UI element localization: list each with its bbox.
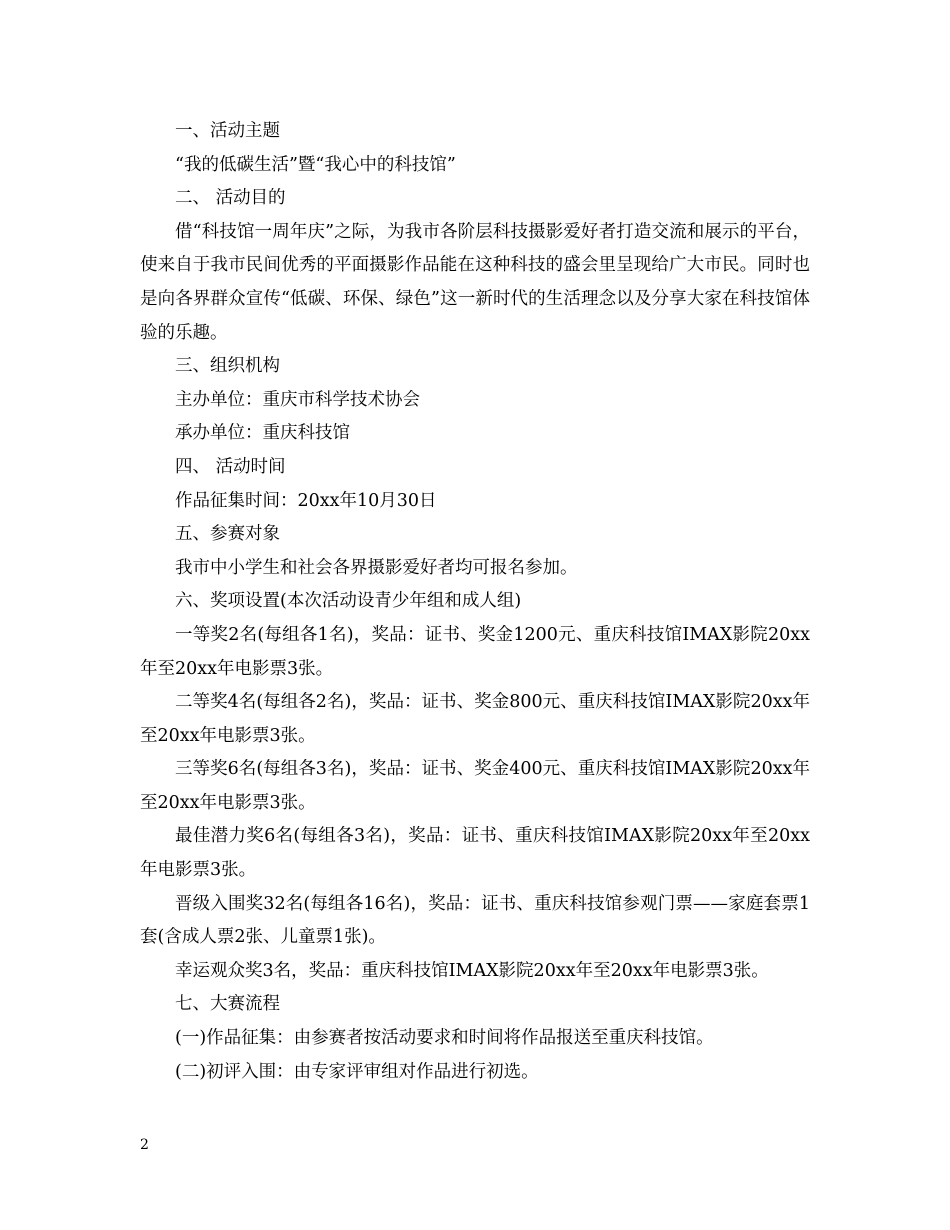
award-finalist-prize: 晋级入围奖32名(每组各16名)，奖品：证书、重庆科技馆参观门票——家庭套票1套(含成人票2张、儿童票1张)。 xyxy=(140,893,810,948)
participants-text: 我市中小学生和社会各界摄影爱好者均可报名参加。 xyxy=(175,557,578,578)
document-body xyxy=(140,115,810,1089)
collection-time-text: 作品征集时间：20xx年10月30日 xyxy=(175,490,437,511)
page-number: 2 xyxy=(140,1137,149,1153)
section-heading-organization: 三、组织机构 xyxy=(175,356,280,377)
section-heading-time: 四、 活动时间 xyxy=(175,456,286,477)
section-heading-process: 七、大赛流程 xyxy=(175,994,280,1015)
theme-text: “我的低碳生活”暨“我心中的科技馆” xyxy=(175,154,456,175)
section-heading-theme: 一、活动主题 xyxy=(175,121,280,141)
section-heading-awards: 六、奖项设置(本次活动设青少年组和成人组) xyxy=(175,591,522,612)
process-step-collection: (一)作品征集：由参赛者按活动要求和时间将作品报送至重庆科技馆。 xyxy=(175,1028,714,1049)
award-potential-prize: 最佳潜力奖6名(每组各3名)，奖品：证书、重庆科技馆IMAX影院20xx年至20xx年电影票3张。 xyxy=(140,826,810,881)
organizer-text: 主办单位：重庆市科学技术协会 xyxy=(175,389,420,410)
award-second-prize: 二等奖4名(每组各2名)，奖品：证书、奖金800元、重庆科技馆IMAX影院20xx年至20xx年电影票3张。 xyxy=(140,692,810,746)
award-third-prize: 三等奖6名(每组各3名)，奖品：证书、奖金400元、重庆科技馆IMAX影院20xx年至20xx年电影票3张。 xyxy=(140,759,810,813)
section-heading-purpose: 二、 活动目的 xyxy=(175,188,286,209)
award-first-prize: 一等奖2名(每组各1名)，奖品：证书、奖金1200元、重庆科技馆IMAX影院20xx年至20xx年电影票3张。 xyxy=(140,624,810,679)
co-organizer-text: 承办单位：重庆科技馆 xyxy=(175,423,350,444)
process-step-preliminary-review: (二)初评入围：由专家评审组对作品进行初选。 xyxy=(175,1061,539,1082)
section-heading-participants: 五、参赛对象 xyxy=(175,524,280,545)
award-lucky-audience-prize: 幸运观众奖3名，奖品：重庆科技馆IMAX影院20xx年至20xx年电影票3张。 xyxy=(175,960,769,981)
purpose-text: 借“科技馆一周年庆”之际，为我市各阶层科技摄影爱好者打造交流和展示的平台，使来自于我市民间优秀的平面摄影作品能在这种科技的盛会里呈现给广大市民。同时也是向各界群众宣传“低碳、环保、绿色”这一新时代的生活理念以及分享大家在科技馆体验的乐趣。 xyxy=(140,221,810,343)
